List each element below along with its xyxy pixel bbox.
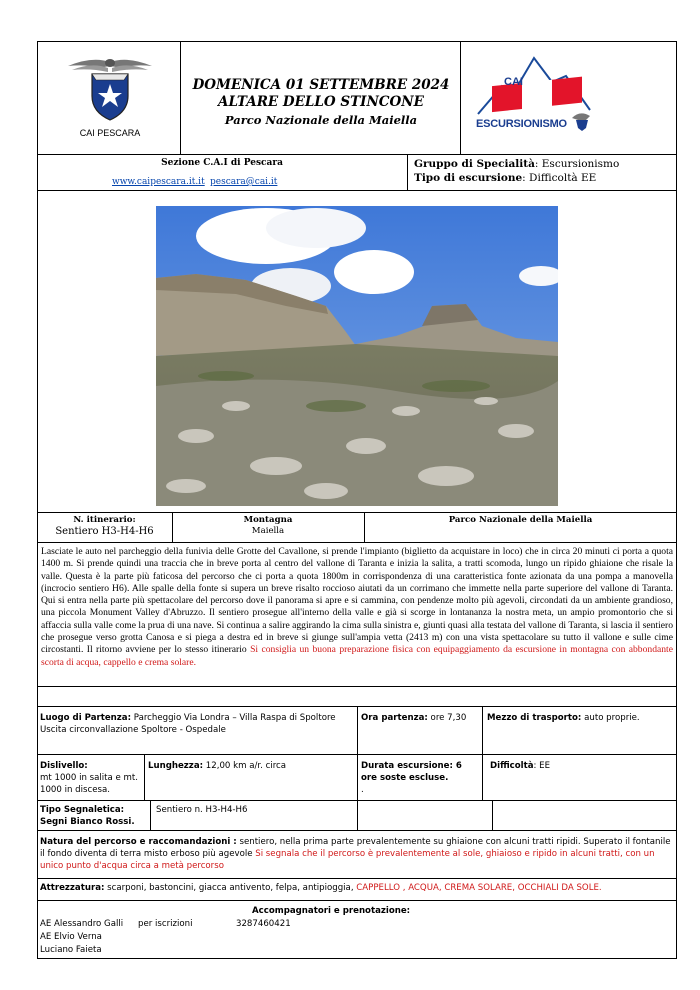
- guides-title: Accompagnatori e prenotazione:: [252, 906, 411, 916]
- event-title: ALTARE DELLO STINCONE: [218, 94, 424, 110]
- description-bottom-line: [37, 686, 677, 687]
- guide-3: Luciano Faieta: [40, 945, 102, 955]
- length: Lunghezza: 12,00 km a/r. circa: [148, 761, 287, 771]
- guide-1: AE Alessandro Galli: [40, 919, 124, 929]
- mountain-value: Maiella: [251, 526, 285, 536]
- details-row3-bottom: [37, 830, 677, 831]
- details-row1-divider-1: [357, 706, 358, 754]
- itinerary-bottom-line: [37, 542, 677, 543]
- excursion-type: Tipo di escursione: Difficoltà EE: [414, 172, 597, 184]
- itinerary-label: N. itinerario:: [73, 515, 136, 525]
- section-name: Sezione C.A.I di Pescara: [161, 158, 283, 168]
- details-row2-divider-2: [357, 754, 358, 800]
- equipment: Attrezzatura: scarponi, bastoncini, giacca antivento, felpa, antipioggia, CAPPELLO , ACQUA, CREMA SOLARE, OCCHIALI DA SOLE.: [40, 883, 602, 893]
- section-divider: [407, 154, 408, 190]
- start-time: Ora partenza: ore 7,30: [361, 713, 467, 723]
- equipment-bottom-line: [37, 900, 677, 901]
- route-nature: Natura del percorso e raccomandazioni : sentiero, nella prima parte prevalentemente su ghiaione con alcuni tratti ripidi. Superato il fontanile il fondo diventa di terra misto erboso più agevole Si segnala che il percorso è prevalentemente al sole, ghiaioso e ripido in alcuni tratti, con un unico punto d'acqua circa a metà percorso: [40, 837, 671, 871]
- signage-path: Sentiero n. H3-H4-H6: [156, 805, 248, 815]
- elevation: Dislivello: mt 1000 in salita e mt. 1000 in discesa.: [40, 761, 139, 795]
- landscape-photo: [156, 206, 558, 506]
- details-row3-divider-3: [492, 800, 493, 830]
- signage: Tipo Segnaletica: Segni Bianco Rossi.: [40, 805, 135, 827]
- cai-escursionismo-logo: [474, 52, 604, 136]
- section-email-link[interactable]: pescara@cai.it: [210, 177, 278, 187]
- details-row2-divider-1: [144, 754, 145, 800]
- header-divider-left: [180, 41, 181, 154]
- guide-2: AE Elvio Verna: [40, 932, 102, 942]
- photo-bottom-line: [37, 512, 677, 513]
- cai-pescara-caption: CAI PESCARA: [79, 128, 141, 138]
- transport: Mezzo di trasporto: auto proprie.: [487, 713, 640, 723]
- cai-eagle-logo: [62, 52, 158, 124]
- details-row2-divider-3: [482, 754, 483, 800]
- park-label: Parco Nazionale della Maiella: [448, 515, 593, 525]
- duration: Durata escursione: 6 ore soste escluse. .: [361, 761, 462, 795]
- mountain-label: Montagna: [243, 515, 293, 525]
- logo-cai-text: CAI: [504, 76, 523, 88]
- details-row3-divider-1: [150, 800, 151, 830]
- group-specialty: Gruppo di Specialità: Escursionismo: [414, 158, 620, 170]
- header-divider-right: [460, 41, 461, 154]
- details-row3-divider-2: [357, 800, 358, 830]
- event-subtitle: Parco Nazionale della Maiella: [224, 113, 418, 127]
- booking-phone[interactable]: 3287460421: [236, 919, 291, 929]
- event-date: DOMENICA 01 SETTEMBRE 2024: [192, 77, 450, 93]
- details-row1-divider-2: [482, 706, 483, 754]
- itinerary-value: Sentiero H3-H4-H6: [55, 526, 154, 537]
- header-bottom-line: [37, 154, 677, 155]
- start-location: Luogo di Partenza: Parcheggio Via Londra – Villa Raspa di Spoltore Uscita circonvallazione Spoltore - Ospedale: [40, 713, 336, 735]
- section-website-link[interactable]: www.caipescara.it.it: [112, 177, 205, 187]
- section-bottom-line: [37, 190, 677, 191]
- logo-escursionismo-text: ESCURSIONISMO: [476, 118, 567, 130]
- nature-bottom-line: [37, 878, 677, 879]
- booking-label: per iscrizioni: [138, 919, 193, 929]
- difficulty: Difficoltà: EE: [490, 761, 551, 771]
- route-warning: Si consiglia un buona preparazione fisica con equipaggiamento da escursione in montagna con abbondante scorta di acqua, cappello e crema solare.: [41, 644, 673, 668]
- route-description: Lasciate le auto nel parcheggio della funivia delle Grotte del Cavallone, si prende l'impianto (biglietto da acquistare in loco) che in circa 20 minuti ci porta a quota 1400 m. Si prende quindi una traccia che in breve porta al centro del vallone di Taranta e inizia la salita, a tratti scomoda, lungo un ripido ghiaione che risale la valle. Questa è la parte più faticosa del percorso che ci porta a quota 1800m in corrispondenza di una caratteristica fonte azionata da una pompa a manovella (incrocio sentiero H6). Alle spalle della fonte si supera un breve risalto roccioso aiutati da un corrimano che immette nella parte superiore del vallone di Taranta. Qui si entra nella parte più spettacolare del percorso dove il panorama si apre e si cammina, con pendenze molto più agevoli, circondati da un ambiente grandioso, una piccola Monument Valley d'Abruzzo. Il sentiero prosegue all'interno della valle e già si scorge in lontananza la nostra meta, un ampio promontorio che si affaccia sulla valle come la prua di una nave. Si continua a salire aggirando la cima sulla sinistra e, giunti quasi alla testata del vallone di Taranta, si lascia il sentiero che prosegue verso grotta Canosa e si piega a destra ed in breve si giunge sull'ampia vetta (2413 m) con una vista spettacolare su tutto il vallone e sulle cime circostanti. Il ritorno avviene per lo stesso itinerario Si consiglia un buona preparazione fisica con equipaggiamento da escursione in montagna con abbondante scorta di acqua, cappello e crema solare.: [41, 546, 673, 668]
